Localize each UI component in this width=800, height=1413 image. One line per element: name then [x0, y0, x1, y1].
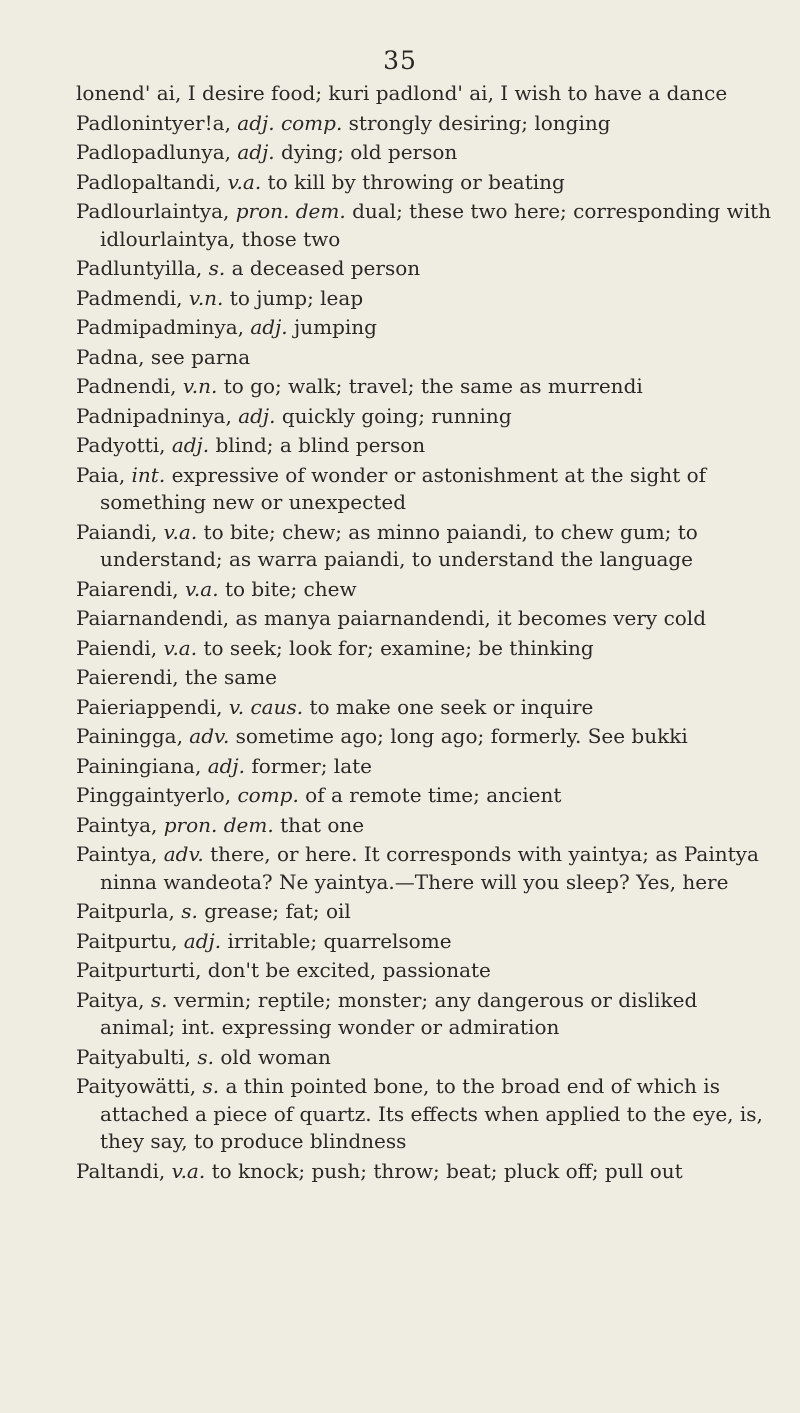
entry-part-of-speech: v.a. — [227, 169, 262, 194]
entry-headword: Padnipadninya — [76, 403, 226, 428]
entry-part-of-speech: s. — [150, 987, 168, 1012]
entry-definition: quickly going; running — [281, 403, 512, 428]
dictionary-entry: Paiandi, v.a. to bite; chew; as minno paiandi, to chew gum; to understand; as warra paiandi, to understand the language — [76, 519, 698, 571]
entry-part-of-speech: int. — [131, 462, 166, 487]
entry-headword: Padlopaltandi — [76, 169, 215, 194]
dictionary-entry: Padluntyilla, s. a deceased person — [76, 256, 421, 280]
entry-definition: to make one seek or inquire — [309, 694, 594, 719]
entry-part-of-speech: s. — [202, 1074, 220, 1098]
entry-definition: the same — [184, 665, 278, 689]
entry-headword: Paintya — [76, 842, 152, 866]
entry-definition: to bite; chew; as minno paiandi, to chew gum; to understand; as warra paiandi, to understand the language — [100, 519, 698, 571]
entry-headword: Painingiana — [76, 753, 195, 778]
dictionary-entry: Paia, int. expressive of wonder or astonishment at the sight of something new or unexpected — [76, 462, 707, 514]
entry-definition: lonend' ai, I desire food; kuri padlond' ai, I wish to have a dance — [76, 81, 728, 105]
entry-definition: jumping — [294, 315, 377, 339]
entry-headword: Paiarnandendi — [76, 606, 223, 630]
entry-part-of-speech: v.a. — [171, 1158, 206, 1183]
entry-part-of-speech: pron. dem. — [163, 812, 274, 837]
dictionary-entry: Paierendi, the same — [76, 665, 278, 689]
dictionary-entry: Painingiana, adj. former; late — [76, 753, 372, 778]
entry-definition: irritable; quarrelsome — [227, 928, 452, 953]
entry-part-of-speech: v.n. — [188, 285, 224, 310]
entry-definition: to knock; push; throw; beat; pluck off; pull out — [211, 1158, 683, 1183]
entry-headword: Paieriappendi — [76, 694, 217, 719]
dictionary-entry: Painingga, adv. sometime ago; long ago; formerly. See bukki — [76, 724, 688, 748]
dictionary-entry: Padmendi, v.n. to jump; leap — [76, 285, 364, 310]
dictionary-entry: Padnendi, v.n. to go; walk; travel; the same as murrendi — [76, 374, 643, 398]
entry-definition: a thin pointed bone, to the broad end of which is attached a piece of quartz. Its effects when applied to the eye, is, they say, to produce blindness — [100, 1074, 763, 1153]
entry-part-of-speech: adj. — [183, 928, 222, 953]
entry-headword: Padlourlaintya — [76, 199, 224, 223]
dictionary-entry: Padlopaltandi, v.a. to kill by throwing or beating — [76, 169, 565, 194]
dictionary-entry: Paltandi, v.a. to knock; push; throw; beat; pluck off; pull out — [76, 1158, 683, 1183]
entry-headword: Pinggaintyerlo — [76, 783, 225, 807]
entry-headword: Padyotti — [76, 433, 160, 457]
dictionary-entry — [76, 80, 776, 108]
entry-part-of-speech: comp. — [237, 783, 299, 807]
entry-headword: Paitpurla — [76, 899, 169, 923]
entry-part-of-speech: v.a. — [185, 576, 219, 601]
dictionary-entry: Padmipadminya, adj. jumping — [76, 315, 377, 339]
entry-definition: there, or here. It corresponds with yaintya; as Paintya ninna wandeota? Ne yaintya.—There will you sleep? Yes, here — [100, 842, 759, 894]
entry-definition: to bite; chew — [224, 576, 357, 601]
entry-headword: Padmipadminya — [76, 315, 238, 339]
entry-headword: Paitya — [76, 987, 139, 1012]
dictionary-entry: Paitpurtu, adj. irritable; quarrelsome — [76, 928, 452, 953]
dictionary-entry: Paitya, s. vermin; reptile; monster; any dangerous or disliked animal; int. expressing wonder or admiration — [76, 987, 698, 1039]
entry-definition: see parna — [150, 344, 251, 369]
entry-part-of-speech: adv. — [163, 842, 204, 866]
entry-headword: Padna — [76, 344, 139, 369]
entry-part-of-speech: adj. comp. — [237, 110, 343, 135]
entry-part-of-speech: adj. — [250, 315, 288, 339]
entry-part-of-speech: v.a. — [163, 635, 198, 660]
dictionary-entry: Padlonintyer!a, adj. comp. strongly desiring; longing — [76, 110, 611, 135]
entry-headword: Padmendi — [76, 285, 177, 310]
entry-definition: old woman — [220, 1044, 331, 1069]
entry-definition: to jump; leap — [229, 285, 364, 310]
entry-part-of-speech: adj. — [238, 403, 276, 428]
page-number: 35 — [383, 46, 417, 75]
entry-definition: blind; a blind person — [215, 433, 426, 457]
entry-part-of-speech: adj. — [207, 753, 245, 778]
entry-definition: a deceased person — [231, 256, 421, 280]
entry-headword: Padlonintyer!a — [76, 110, 225, 135]
entry-part-of-speech: s. — [181, 899, 198, 923]
dictionary-entry: Padna, see parna — [76, 344, 251, 369]
entry-definition: don't be excited, passionate — [207, 958, 491, 982]
dictionary-entry: Paintya, adv. there, or here. It corresponds with yaintya; as Paintya ninna wandeota? Ne yaintya.—There will you sleep? Yes, here — [76, 842, 759, 894]
entry-definition: to seek; look for; examine; be thinking — [203, 635, 594, 660]
entry-headword: Paiarendi — [76, 576, 173, 601]
entry-part-of-speech: adv. — [189, 724, 230, 748]
entry-headword: Paintya — [76, 812, 152, 837]
entry-part-of-speech: v. caus. — [228, 694, 304, 719]
entry-headword: Paiendi — [76, 635, 151, 660]
entry-part-of-speech: adj. — [237, 140, 275, 164]
entry-part-of-speech: v.n. — [182, 374, 218, 398]
entry-headword: Paityowätti — [76, 1074, 190, 1098]
entry-definition: strongly desiring; longing — [348, 110, 611, 135]
dictionary-entry: Padyotti, adj. blind; a blind person — [76, 433, 426, 457]
dictionary-entry: Padlopadlunya, adj. dying; old person — [76, 140, 458, 164]
dictionary-entry: Padlourlaintya, pron. dem. dual; these two here; corresponding with idlourlaintya, those two — [76, 199, 772, 251]
entry-headword: Padnendi — [76, 374, 171, 398]
dictionary-entry: Paitpurla, s. grease; fat; oil — [76, 899, 351, 923]
dictionary-entry: Paitpurturti, don't be excited, passionate — [76, 958, 491, 982]
dictionary-entry: Paityowätti, s. a thin pointed bone, to the broad end of which is attached a piece of quartz. Its effects when applied to the eye, is, they say, to produce blindness — [76, 1074, 763, 1153]
dictionary-entry: Paieriappendi, v. caus. to make one seek or inquire — [76, 694, 594, 719]
dictionary-entry: Padnipadninya, adj. quickly going; running — [76, 403, 512, 428]
entry-definition: sometime ago; long ago; formerly. See bukki — [235, 724, 688, 748]
entry-headword: Padlopadlunya — [76, 140, 225, 164]
entry-definition: dual; these two here; corresponding with idlourlaintya, those two — [100, 199, 772, 251]
entry-list — [76, 80, 776, 1187]
entry-headword: Paityabulti — [76, 1044, 185, 1069]
entry-headword: Paiandi — [76, 519, 151, 544]
dictionary-entry: Paintya, pron. dem. that one — [76, 812, 365, 837]
entry-definition: of a remote time; ancient — [305, 783, 562, 807]
entry-headword: Paitpurturti — [76, 958, 196, 982]
entry-definition: former; late — [251, 753, 372, 778]
entry-definition: to kill by throwing or beating — [267, 169, 565, 194]
entry-headword: Paltandi — [76, 1158, 159, 1183]
dictionary-entry: Paityabulti, s. old woman — [76, 1044, 331, 1069]
entry-part-of-speech: s. — [208, 256, 226, 280]
dictionary-entry: Paiarnandendi, as manya paiarnandendi, it becomes very cold — [76, 606, 707, 630]
entry-headword: Paia — [76, 462, 119, 487]
entry-part-of-speech: adj. — [171, 433, 210, 457]
entry-definition: that one — [280, 812, 365, 837]
entry-part-of-speech: pron. dem. — [235, 199, 346, 223]
entry-definition: to go; walk; travel; the same as murrendi — [223, 374, 643, 398]
dictionary-entry: Paiarendi, v.a. to bite; chew — [76, 576, 357, 601]
entry-definition: as manya paiarnandendi, it becomes very cold — [235, 606, 707, 630]
entry-headword: Painingga — [76, 724, 177, 748]
entry-definition: dying; old person — [281, 140, 458, 164]
dictionary-entry: Pinggaintyerlo, comp. of a remote time; ancient — [76, 783, 562, 807]
entry-headword: Paierendi — [76, 665, 173, 689]
entry-part-of-speech: s. — [197, 1044, 214, 1069]
dictionary-entry: Paiendi, v.a. to seek; look for; examine; be thinking — [76, 635, 594, 660]
entry-definition: vermin; reptile; monster; any dangerous or disliked animal; int. expressing wonder or admiration — [100, 987, 698, 1039]
entry-definition: grease; fat; oil — [204, 899, 351, 923]
entry-definition: expressive of wonder or astonishment at the sight of something new or unexpected — [100, 462, 707, 514]
entry-part-of-speech: v.a. — [163, 519, 198, 544]
entry-headword: Paitpurtu — [76, 928, 172, 953]
entry-headword: Padluntyilla — [76, 256, 196, 280]
